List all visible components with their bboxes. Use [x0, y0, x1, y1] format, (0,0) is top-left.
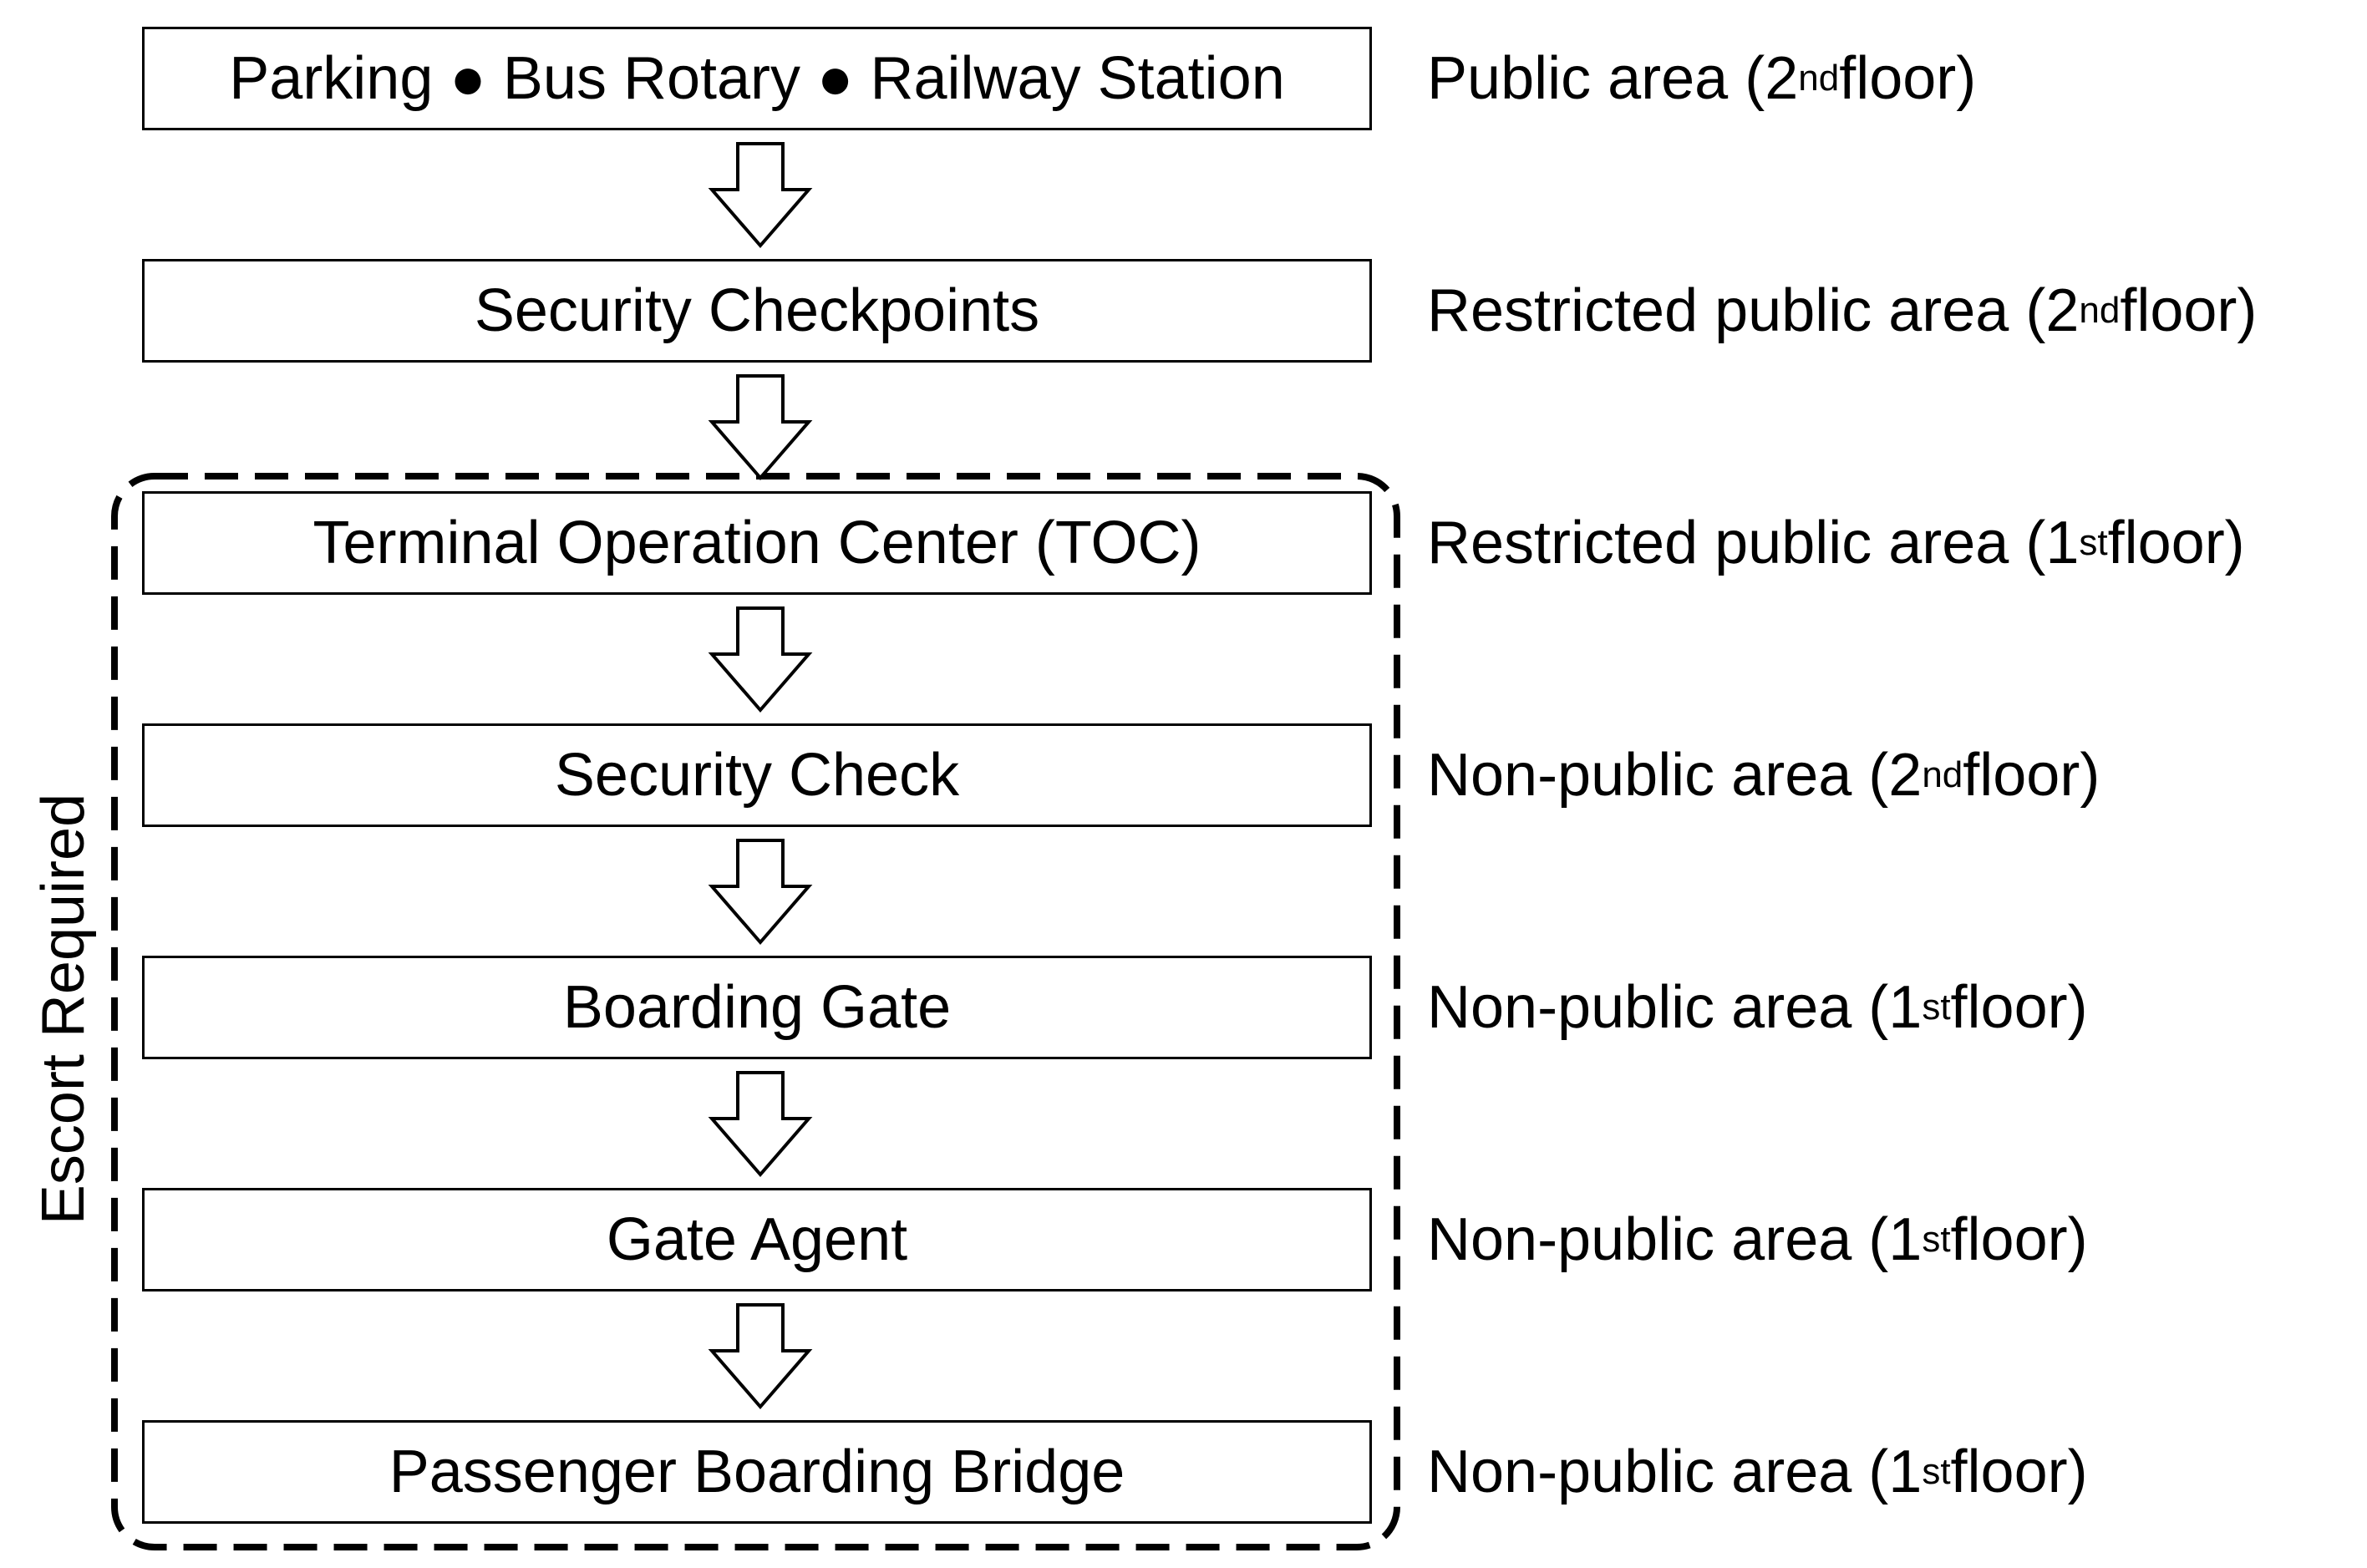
down-arrow-icon [712, 1073, 809, 1175]
area-label-text: Public area (2 [1427, 45, 1799, 112]
area-label-non-public-2nd: Non-public area (2 nd floor) [1427, 742, 2100, 809]
area-label-restricted-public-1st: Restricted public area (1 st floor) [1427, 510, 2245, 576]
step-terminal-operation-center: Terminal Operation Center (TOC) [142, 491, 1372, 595]
area-label-restricted-public-2nd: Restricted public area (2 nd floor) [1427, 277, 2258, 344]
area-label-text: Non-public area (1 [1427, 1206, 1923, 1273]
area-label-text: floor) [1950, 1439, 2088, 1505]
area-label-text: Restricted public area (2 [1427, 277, 2080, 344]
area-label-non-public-1st: Non-public area (1 st floor) [1427, 1206, 2088, 1273]
down-arrow-icon [712, 1305, 809, 1407]
area-label-text: Non-public area (1 [1427, 1439, 1923, 1505]
area-label-text: floor) [1950, 974, 2088, 1041]
step-gate-agent: Gate Agent [142, 1188, 1372, 1291]
area-label-text: floor) [1950, 1206, 2088, 1273]
area-label-non-public-1st: Non-public area (1 st floor) [1427, 974, 2088, 1041]
area-label-non-public-1st: Non-public area (1 st floor) [1427, 1439, 2088, 1505]
step-security-check: Security Check [142, 723, 1372, 827]
step-boarding-gate: Boarding Gate [142, 956, 1372, 1059]
down-arrow-icon [712, 608, 809, 710]
step-parking-bus-railway: Parking ● Bus Rotary ● Railway Station [142, 27, 1372, 130]
down-arrow-icon [712, 840, 809, 942]
area-label-text: floor) [2107, 510, 2245, 576]
step-security-checkpoints: Security Checkpoints [142, 259, 1372, 363]
area-label-text: Non-public area (1 [1427, 974, 1923, 1041]
down-arrow-icon [712, 376, 809, 478]
escort-required-label: Escort Required [30, 793, 97, 1225]
area-label-text: floor) [1839, 45, 1977, 112]
down-arrow-icon [712, 144, 809, 246]
area-label-text: floor) [2120, 277, 2258, 344]
area-label-text: Restricted public area (1 [1427, 510, 2080, 576]
area-label-public: Public area (2 nd floor) [1427, 45, 1977, 112]
step-passenger-boarding-bridge: Passenger Boarding Bridge [142, 1420, 1372, 1524]
area-label-text: Non-public area (2 [1427, 742, 1923, 809]
area-label-text: floor) [1963, 742, 2100, 809]
